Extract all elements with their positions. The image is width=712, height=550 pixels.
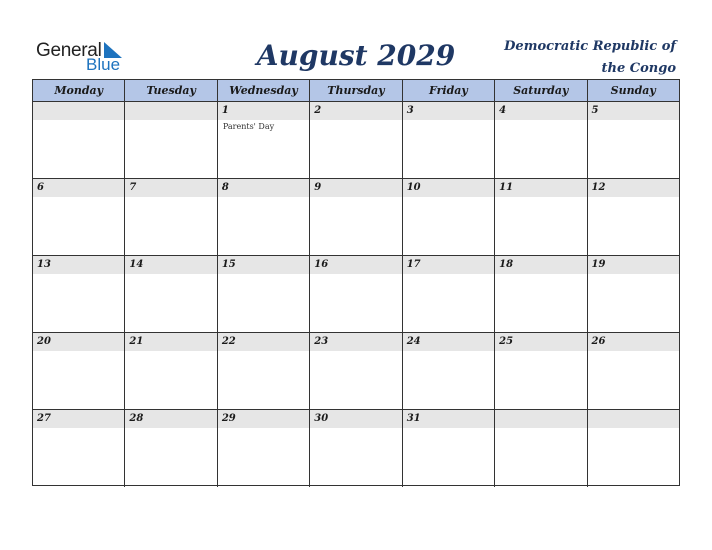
day-number: 27 (37, 413, 51, 424)
calendar-day-cell (33, 179, 125, 255)
day-number: 8 (221, 182, 229, 193)
day-number: 10 (406, 182, 421, 193)
calendar-day-cell (310, 179, 402, 255)
day-number: 29 (221, 413, 236, 424)
day-number: 13 (37, 259, 51, 270)
calendar-week-row (33, 410, 679, 487)
calendar-day-cell (218, 102, 310, 178)
day-number: 9 (314, 182, 322, 193)
day-number: 14 (129, 259, 144, 270)
calendar-day-cell (310, 333, 402, 409)
weekday-sunday: Sunday (610, 84, 656, 97)
day-number: 21 (129, 336, 144, 347)
day-number-band (495, 102, 586, 120)
calendar-day-cell (588, 179, 679, 255)
day-number-band (403, 102, 494, 120)
calendar-day-cell (588, 256, 679, 332)
calendar-day-cell (218, 410, 310, 487)
calendar-day-cell (588, 333, 679, 409)
day-event: Parents' Day (222, 122, 275, 131)
weekday-saturday: Saturday (495, 80, 587, 101)
country-name: Democratic Republic of the Congo (504, 39, 676, 76)
calendar-day-cell (218, 256, 310, 332)
weekday-tuesday: Tuesday (125, 80, 217, 101)
calendar-week-row (33, 102, 679, 179)
day-number-band (588, 102, 679, 120)
calendar-day-cell (310, 256, 402, 332)
day-number: 24 (406, 336, 421, 347)
day-number: 4 (499, 105, 507, 116)
logo-text-general: General (36, 40, 102, 61)
calendar-day-cell (125, 102, 217, 178)
day-number-band (218, 102, 309, 120)
calendar-day-cell (125, 410, 217, 487)
calendar-day-cell (495, 102, 587, 178)
calendar-week-row (33, 256, 679, 333)
calendar-week-row (33, 333, 679, 410)
calendar-day-cell (588, 410, 679, 487)
calendar-day-cell (33, 102, 125, 178)
day-number: 20 (37, 336, 51, 347)
day-number: 15 (221, 259, 236, 270)
logo-text-blue: Blue (86, 55, 121, 74)
calendar-day-cell (588, 102, 679, 178)
day-number: 31 (406, 413, 421, 424)
day-number: 1 (221, 105, 229, 116)
calendar-day-cell (125, 179, 217, 255)
weekday-thursday: Thursday (310, 80, 402, 101)
day-number: 17 (406, 259, 421, 270)
day-number: 16 (314, 259, 329, 270)
calendar-day-cell (403, 333, 495, 409)
calendar-day-cell (33, 333, 125, 409)
calendar-day-cell (403, 410, 495, 487)
day-number-band (310, 179, 401, 197)
day-number: 25 (499, 336, 514, 347)
day-number: 22 (221, 336, 236, 347)
weekday-friday: Friday (403, 80, 495, 101)
calendar-day-cell (495, 179, 587, 255)
day-number: 28 (129, 413, 144, 424)
calendar-week-row (33, 179, 679, 256)
day-number: 7 (129, 182, 137, 193)
day-number-band (495, 410, 586, 428)
day-number: 11 (499, 182, 514, 193)
calendar-day-cell (495, 410, 587, 487)
weekday-header (33, 80, 679, 102)
day-number-band (218, 179, 309, 197)
calendar-day-cell (33, 256, 125, 332)
weekday-monday: Monday (33, 80, 125, 101)
day-number-band (33, 179, 124, 197)
weeks-container (33, 102, 679, 487)
calendar-day-cell (125, 333, 217, 409)
calendar-day-cell (495, 333, 587, 409)
calendar-day-cell (310, 410, 402, 487)
calendar-day-cell (310, 102, 402, 178)
day-number: 2 (314, 105, 322, 116)
day-number-band (33, 102, 124, 120)
calendar-day-cell (495, 256, 587, 332)
calendar-grid (32, 79, 680, 486)
day-number: 26 (591, 336, 606, 347)
calendar-day-cell (403, 179, 495, 255)
day-number-band (310, 102, 401, 120)
day-number: 6 (37, 182, 44, 193)
calendar-day-cell (218, 333, 310, 409)
calendar-day-cell (403, 256, 495, 332)
calendar-day-cell (33, 410, 125, 487)
calendar-title: August 2029 (256, 39, 456, 72)
day-number: 3 (406, 105, 414, 116)
day-number-band (125, 102, 216, 120)
day-number-band (125, 179, 216, 197)
day-number: 30 (314, 413, 329, 424)
day-number: 5 (591, 105, 599, 116)
calendar-day-cell (125, 256, 217, 332)
day-number: 12 (591, 182, 606, 193)
calendar-day-cell (218, 179, 310, 255)
calendar-day-cell (403, 102, 495, 178)
weekday-wednesday: Wednesday (218, 80, 310, 101)
day-number: 18 (499, 259, 514, 270)
day-number: 19 (591, 259, 606, 270)
day-number: 23 (314, 336, 329, 347)
day-number-band (588, 410, 679, 428)
